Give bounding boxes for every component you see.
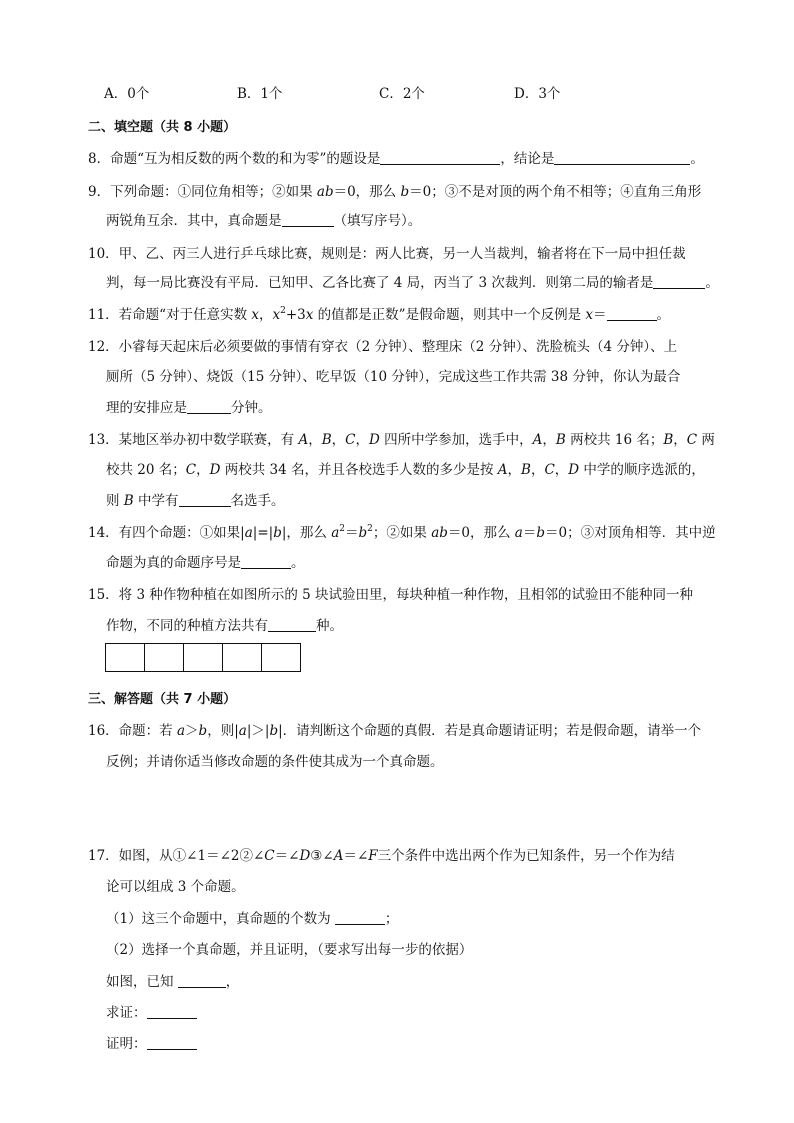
answer-blank[interactable] <box>147 1004 197 1019</box>
field-plot <box>262 644 300 671</box>
question-17-line-2: 论可以组成 3 个命题。 <box>106 879 245 895</box>
field-plots-diagram <box>105 643 301 672</box>
field-plot <box>223 644 262 671</box>
answer-blank[interactable] <box>282 212 334 227</box>
question-17-prove: 求证： <box>106 1001 736 1021</box>
question-12-line-2: 厕所（5 分钟）、烧饭（15 分钟）、吃早饭（10 分钟），完成这些工作共需 38 分钟，你认为最合 <box>106 369 681 385</box>
question-10-line-2: 判，每一局比赛没有平局．已知甲、乙各比赛了 4 局，丙当了 3 次裁判．则第二局的输者是 。 <box>106 275 719 291</box>
field-plot <box>184 644 223 671</box>
choice-c: C．2个 <box>379 86 425 102</box>
question-12-line-1: 12．小睿每天起床后必须要做的事情有穿衣（2 分钟）、整理床（2 分钟）、洗脸梳头（4 分钟）、上 <box>88 339 678 355</box>
question-14-line-1: 14．有四个命题：①如果|a|=|b|，那么 $a^2=b^2$；②如果 ab＝0，那么 a＝b＝0；③对顶角相等．其中逆 <box>88 524 716 541</box>
question-13-line-2: 校共 20 名；C，D 两校共 34 名，并且各校选手人数的多少是按 A，B，C，D 中学的顺序选派的， <box>106 462 705 478</box>
question-9-line-1: 9．下列命题：①同位角相等；②如果 ab＝0，那么 b＝0；③不是对顶的两个角不相等；④直角三角形 <box>88 184 702 200</box>
answer-blank[interactable] <box>241 554 291 569</box>
question-15-line-1: 15．将 3 种作物种植在如图所示的 5 块试验田里，每块种植一种作物，且相邻的试验田不能种同一种 <box>88 587 694 603</box>
answer-blank[interactable] <box>147 1035 197 1050</box>
answer-blank[interactable] <box>268 617 316 632</box>
question-17-line-1: 17．如图，从①∠1＝∠2②∠C＝∠D③∠A＝∠F三个条件中选出两个作为已知条件，另一个作为结 <box>88 848 675 864</box>
q7-choices <box>104 82 704 102</box>
question-13-line-3: 则 B 中学有 名选手。 <box>106 493 285 509</box>
question-11: 11．若命题“对于任意实数 x，$x^2+3x$ 的值都是正数”是假命题，则其中一个反例是 x＝ 。 <box>88 306 670 323</box>
section-fill-in: 二、填空题（共 8 小题） <box>88 120 237 135</box>
answer-blank[interactable] <box>554 150 690 165</box>
answer-blank[interactable] <box>380 150 500 165</box>
question-17-part-2: （2）选择一个真命题，并且证明，（要求写出每一步的依据） <box>106 942 473 958</box>
answer-blank[interactable] <box>607 306 657 321</box>
choice-b: B．1个 <box>237 86 283 102</box>
question-9-line-2: 两锐角互余．其中，真命题是 （填写序号）。 <box>106 213 422 229</box>
question-10-line-1: 10．甲、乙、丙三人进行乒乓球比赛，规则是：两人比赛，另一人当裁判，输者将在下一局中担任裁 <box>88 246 686 262</box>
section-problems: 三、解答题（共 7 小题） <box>88 692 237 707</box>
field-plot <box>106 644 145 671</box>
answer-blank[interactable] <box>178 973 226 988</box>
choice-a: A．0个 <box>104 86 150 102</box>
answer-blank[interactable] <box>335 910 385 925</box>
answer-blank[interactable] <box>179 492 231 507</box>
question-17-part-1: （1）这三个命题中，真命题的个数为 ； <box>106 911 399 927</box>
question-13-line-1: 13．某地区举办初中数学联赛，有 A，B，C，D 四所中学参加，选手中，A，B 两校共 16 名；B，C 两 <box>88 432 715 448</box>
question-17-given: 如图，已知 ， <box>106 974 240 990</box>
question-15-line-2: 作物，不同的种植方法共有 种。 <box>106 618 343 634</box>
question-17-proof: 证明： <box>106 1032 736 1052</box>
answer-blank[interactable] <box>187 399 231 414</box>
question-12-line-3: 理的安排应是 分钟。 <box>106 400 272 416</box>
question-16-line-1: 16．命题：若 a＞b，则|a|＞|b|．请判断这个命题的真假．若是真命题请证明；若是假命题，请举一个 <box>88 723 702 739</box>
question-14-line-2: 命题为真的命题序号是 。 <box>106 555 305 571</box>
field-plot <box>145 644 184 671</box>
question-8: 8．命题“互为相反数的两个数的和为零”的题设是 ，结论是 。 <box>88 151 704 167</box>
choice-d: D．3个 <box>514 86 561 102</box>
answer-blank[interactable] <box>653 274 705 289</box>
question-16-line-2: 反例；并请你适当修改命题的条件使其成为一个真命题。 <box>106 754 444 770</box>
